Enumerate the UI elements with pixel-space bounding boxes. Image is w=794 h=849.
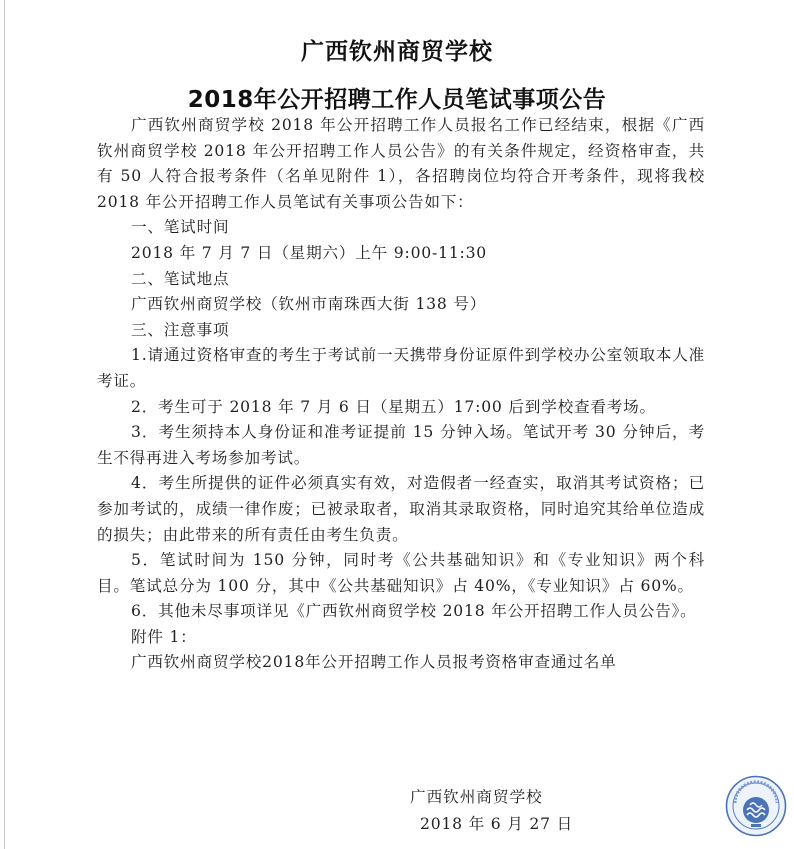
note-item-4: 4．考生所提供的证件必须真实有效，对造假者一经查实，取消其考试资格；已参加考试的，成绩一律作废；已被录取者，取消其录取资格，同时追究其给单位造成的损失；由此带来的所有责任由考生负责。 xyxy=(97,474,705,544)
attachment-link-text: 广西钦州商贸学校2018年公开招聘工作人员报考资格审查通过名单 xyxy=(131,653,617,672)
school-seal-icon xyxy=(725,775,787,837)
notice-title: 2018年公开招聘工作人员笔试事项公告 xyxy=(187,87,607,113)
note-item-6: 6．其他未尽事项详见《广西钦州商贸学校 2018 年公开招聘工作人员公告》。 xyxy=(131,602,697,621)
section-heading-notes: 三、注意事项 xyxy=(131,320,230,339)
note-item-3: 3．考生须持本人身份证和准考证提前 15 分钟入场。笔试开考 30 分钟后，考生不得再进入考场参加考试。 xyxy=(97,423,705,467)
notice-body xyxy=(97,113,705,676)
section-heading-time: 一、笔试时间 xyxy=(131,218,230,237)
signature-school: 广西钦州商贸学校 xyxy=(410,788,543,806)
exam-time-text: 2018 年 7 月 7 日（星期六）上午 9:00-11:30 xyxy=(131,243,488,262)
note-item-1: 1.请通过资格审查的考生于考试前一天携带身份证原件到学校办公室领取本人准考证。 xyxy=(97,346,705,390)
intro-paragraph: 广西钦州商贸学校 2018 年公开招聘工作人员报名工作已经结束，根据《广西钦州商贸学校 2018 年公开招聘工作人员公告》的有关条件规定，经资格审查，共有 50 人符合报考条件（名单见附件 1），各招聘岗位均符合开考条件，现将我校 2018 年公开招聘工作人员笔试有关事项公告如下： xyxy=(97,116,705,211)
exam-location-text: 广西钦州商贸学校（钦州市南珠西大街 138 号） xyxy=(131,295,487,314)
signature-date: 2018 年 6 月 27 日 xyxy=(420,815,574,833)
attachment-label: 附件 1： xyxy=(131,627,197,646)
page-left-border xyxy=(4,0,5,849)
note-item-2: 2．考生可于 2018 年 7 月 6 日（星期五）17:00 后到学校查看考场。 xyxy=(131,397,656,416)
section-heading-location: 二、笔试地点 xyxy=(131,269,230,288)
note-item-5: 5．笔试时间为 150 分钟，同时考《公共基础知识》和《专业知识》两个科目。笔试总分为 100 分，其中《公共基础知识》占 40%，《专业知识》占 60%。 xyxy=(97,551,705,595)
school-name-heading: 广西钦州商贸学校 xyxy=(301,39,493,65)
